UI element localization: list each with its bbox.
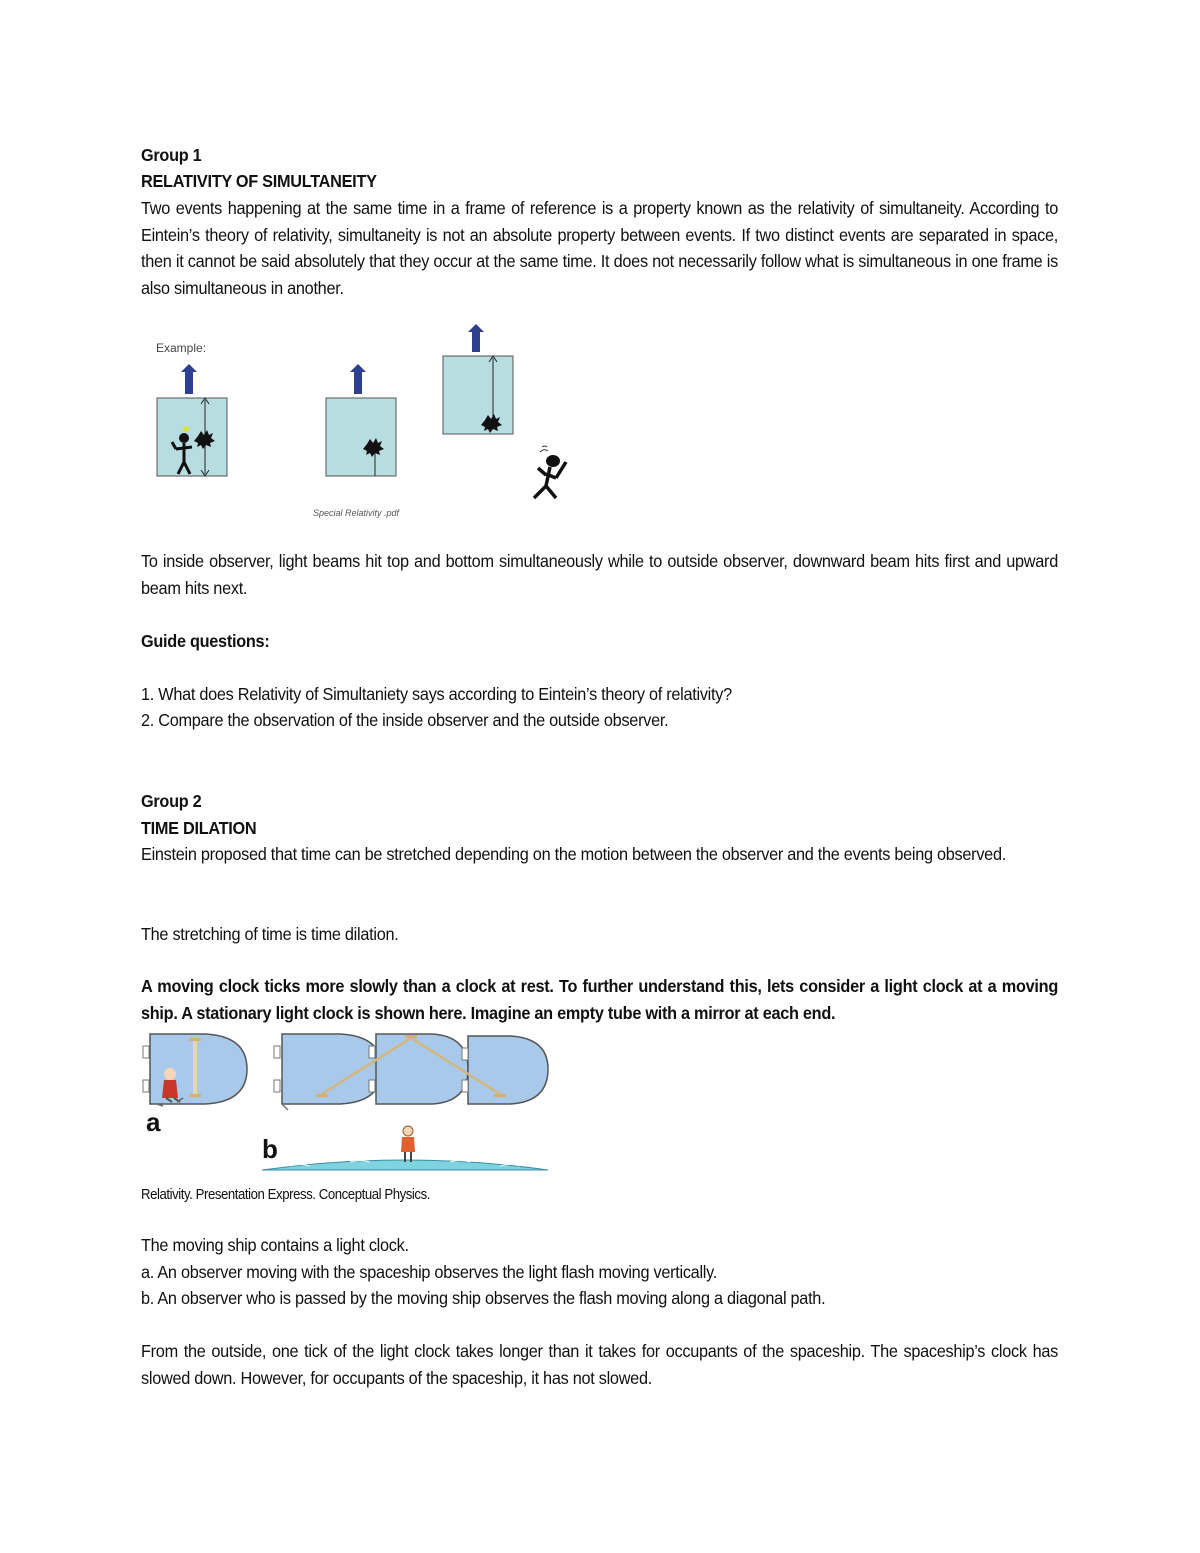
group1-paragraph: Two events happening at the same time in a frame of reference is a property known as the relativity of simultaneity. According to Eintein’s theory of relativity, simultaneity is not an absolute property between events. If two distinct events are separated in space, then it cannot be said absolutely that they occur at the same time. It does not necessarily follow what is simultaneous in one frame is also simultaneous in another. [141,198,1058,298]
group2-heading: Group 2 [141,791,202,811]
line-1: The moving ship contains a light clock. [141,1235,409,1255]
group1-title: RELATIVITY OF SIMULTANEITY [141,171,377,191]
guide-questions-heading: Guide questions: [141,631,270,651]
group2-bold-paragraph: A moving clock ticks more slowly than a clock at rest. To further understand this, lets consider a light clock at a moving ship. A stationary light clock is shown here. Imagine an empty tube with a mirror at each end. [141,976,1058,1023]
group1-after-figure: To inside observer, light beams hit top and bottom simultaneously while to outside observer, downward beam hits first and upward beam hits next. [141,551,1058,598]
figure-label-b: b [262,1134,278,1164]
figure-source-label: Special Relativity .pdf [313,508,400,518]
group2-paragraph-1: Einstein proposed that time can be stretched depending on the motion between the observer and the events being observed. [141,844,1006,864]
figure-caption: Relativity. Presentation Express. Conceptual Physics. [141,1186,430,1203]
ship-b-2 [369,1034,468,1104]
guide-question-2: 2. Compare the observation of the inside observer and the outside observer. [141,710,669,730]
figure-label-a: a [146,1107,161,1137]
ship-a [143,1034,247,1106]
outside-observer-b [401,1126,415,1162]
line-2: a. An observer moving with the spaceship observes the light flash moving vertically. [141,1262,718,1282]
guide-question-1: 1. What does Relativity of Simultaniety says according to Eintein’s theory of relativity? [141,684,732,704]
group2-title: TIME DILATION [141,818,257,838]
line-3: b. An observer who is passed by the moving ship observes the flash moving along a diagonal path. [141,1288,826,1308]
group2-conclusion: From the outside, one tick of the light clock takes longer than it takes for occupants of the spaceship. The spaceship’s clock has slowed down. However, for occupants of the spaceship, it has not slowed. [141,1341,1058,1388]
ship-b-1 [274,1034,382,1110]
ship-b-3 [462,1036,548,1104]
example-label: Example: [156,341,207,355]
group2-paragraph-2: The stretching of time is time dilation. [141,924,399,944]
group1-heading: Group 1 [141,145,202,165]
